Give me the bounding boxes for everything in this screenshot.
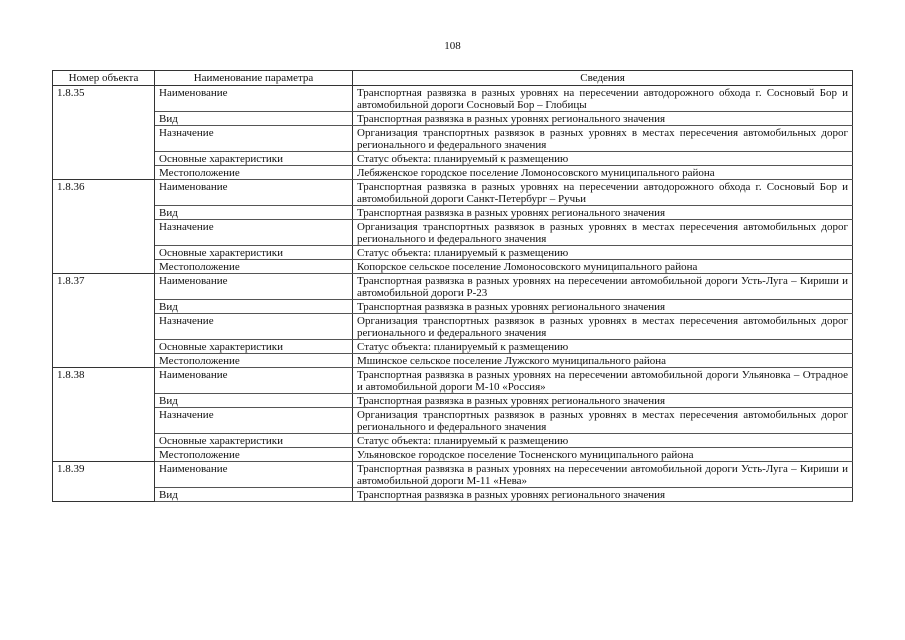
table-row [53,206,853,220]
details-cell: Транспортная развязка в разных уровнях регионального значения [353,394,853,408]
table-row [53,434,853,448]
parameter-name-cell: Местоположение [155,260,353,274]
table-body [53,86,853,502]
details-cell: Транспортная развязка в разных уровнях регионального значения [353,112,853,126]
table-row [53,220,853,246]
parameter-name-cell: Вид [155,206,353,220]
details-cell: Транспортная развязка в разных уровнях на пересечении автомобильной дороги Усть-Луга – Кириши и автомобильной дороги Р-23 [353,274,853,300]
header-details: Сведения [353,71,853,86]
parameter-name-cell: Основные характеристики [155,152,353,166]
parameter-name-cell: Наименование [155,86,353,112]
parameter-name-cell: Основные характеристики [155,340,353,354]
parameter-name-cell: Местоположение [155,354,353,368]
details-cell: Организация транспортных развязок в разных уровнях в местах пересечения автомобильных дорог регионального и федерального значения [353,126,853,152]
table-row [53,300,853,314]
parameter-name-cell: Наименование [155,274,353,300]
parameter-name-cell: Вид [155,112,353,126]
table-row [53,314,853,340]
table-row [53,180,853,206]
parameter-name-cell: Назначение [155,126,353,152]
table-row [53,246,853,260]
object-number-cell [53,488,155,502]
details-cell: Организация транспортных развязок в разных уровнях в местах пересечения автомобильных дорог регионального и федерального значения [353,314,853,340]
details-cell: Ульяновское городское поселение Тосненского муниципального района [353,448,853,462]
table-row [53,340,853,354]
details-cell: Транспортная развязка в разных уровнях регионального значения [353,300,853,314]
parameter-name-cell: Основные характеристики [155,246,353,260]
table-row [53,260,853,274]
parameter-name-cell: Местоположение [155,448,353,462]
details-cell: Транспортная развязка в разных уровнях на пересечении автомобильной дороги Ульяновка – Отрадное и автомобильной дороги М-10 «Россия» [353,368,853,394]
table-row [53,166,853,180]
details-cell: Транспортная развязка в разных уровнях на пересечении автомобильной дороги Усть-Луга – Кириши и автомобильной дороги М-11 «Нева» [353,462,853,488]
object-number-cell [53,354,155,368]
table-row [53,112,853,126]
table-row [53,126,853,152]
table-row [53,354,853,368]
details-cell: Статус объекта: планируемый к размещению [353,340,853,354]
details-cell: Статус объекта: планируемый к размещению [353,434,853,448]
table-row [53,86,853,112]
parameter-name-cell: Вид [155,488,353,502]
details-cell: Организация транспортных развязок в разных уровнях в местах пересечения автомобильных дорог регионального и федерального значения [353,220,853,246]
object-number-cell [53,448,155,462]
object-number-cell [53,246,155,260]
parameter-name-cell: Назначение [155,314,353,340]
object-number-cell [53,300,155,314]
header-parameter-name: Наименование параметра [155,71,353,86]
table-row [53,394,853,408]
table-row [53,274,853,300]
details-cell: Лебяженское городское поселение Ломоносовского муниципального района [353,166,853,180]
objects-table [52,70,853,502]
parameter-name-cell: Назначение [155,408,353,434]
object-number-cell [53,408,155,434]
object-number-cell: 1.8.38 [53,368,155,394]
details-cell: Статус объекта: планируемый к размещению [353,246,853,260]
object-number-cell [53,112,155,126]
object-number-cell [53,394,155,408]
object-number-cell: 1.8.36 [53,180,155,206]
parameter-name-cell: Наименование [155,368,353,394]
parameter-name-cell: Местоположение [155,166,353,180]
object-number-cell [53,126,155,152]
details-cell: Мшинское сельское поселение Лужского муниципального района [353,354,853,368]
details-cell: Транспортная развязка в разных уровнях на пересечении автодорожного обхода г. Сосновый Бор и автомобильной дороги Санкт-Петербург – Ручьи [353,180,853,206]
parameter-name-cell: Основные характеристики [155,434,353,448]
object-number-cell: 1.8.37 [53,274,155,300]
parameter-name-cell: Наименование [155,462,353,488]
object-number-cell [53,220,155,246]
page-number: 108 [444,40,461,52]
details-cell: Транспортная развязка в разных уровнях на пересечении автодорожного обхода г. Сосновый Бор и автомобильной дороги Сосновый Бор – Глобицы [353,86,853,112]
table-row [53,152,853,166]
table-row [53,462,853,488]
table-row [53,408,853,434]
parameter-name-cell: Наименование [155,180,353,206]
parameter-name-cell: Назначение [155,220,353,246]
table-row [53,368,853,394]
details-cell: Организация транспортных развязок в разных уровнях в местах пересечения автомобильных дорог регионального и федерального значения [353,408,853,434]
table-row [53,448,853,462]
object-number-cell: 1.8.35 [53,86,155,112]
object-number-cell [53,340,155,354]
object-number-cell [53,166,155,180]
parameter-name-cell: Вид [155,394,353,408]
table-header-row [53,71,853,86]
object-number-cell [53,434,155,448]
table-row [53,488,853,502]
details-cell: Статус объекта: планируемый к размещению [353,152,853,166]
object-number-cell [53,314,155,340]
details-cell: Копорское сельское поселение Ломоносовского муниципального района [353,260,853,274]
header-object-number: Номер объекта [53,71,155,86]
object-number-cell [53,206,155,220]
details-cell: Транспортная развязка в разных уровнях регионального значения [353,206,853,220]
object-number-cell [53,152,155,166]
object-number-cell [53,260,155,274]
parameter-name-cell: Вид [155,300,353,314]
details-cell: Транспортная развязка в разных уровнях регионального значения [353,488,853,502]
object-number-cell: 1.8.39 [53,462,155,488]
